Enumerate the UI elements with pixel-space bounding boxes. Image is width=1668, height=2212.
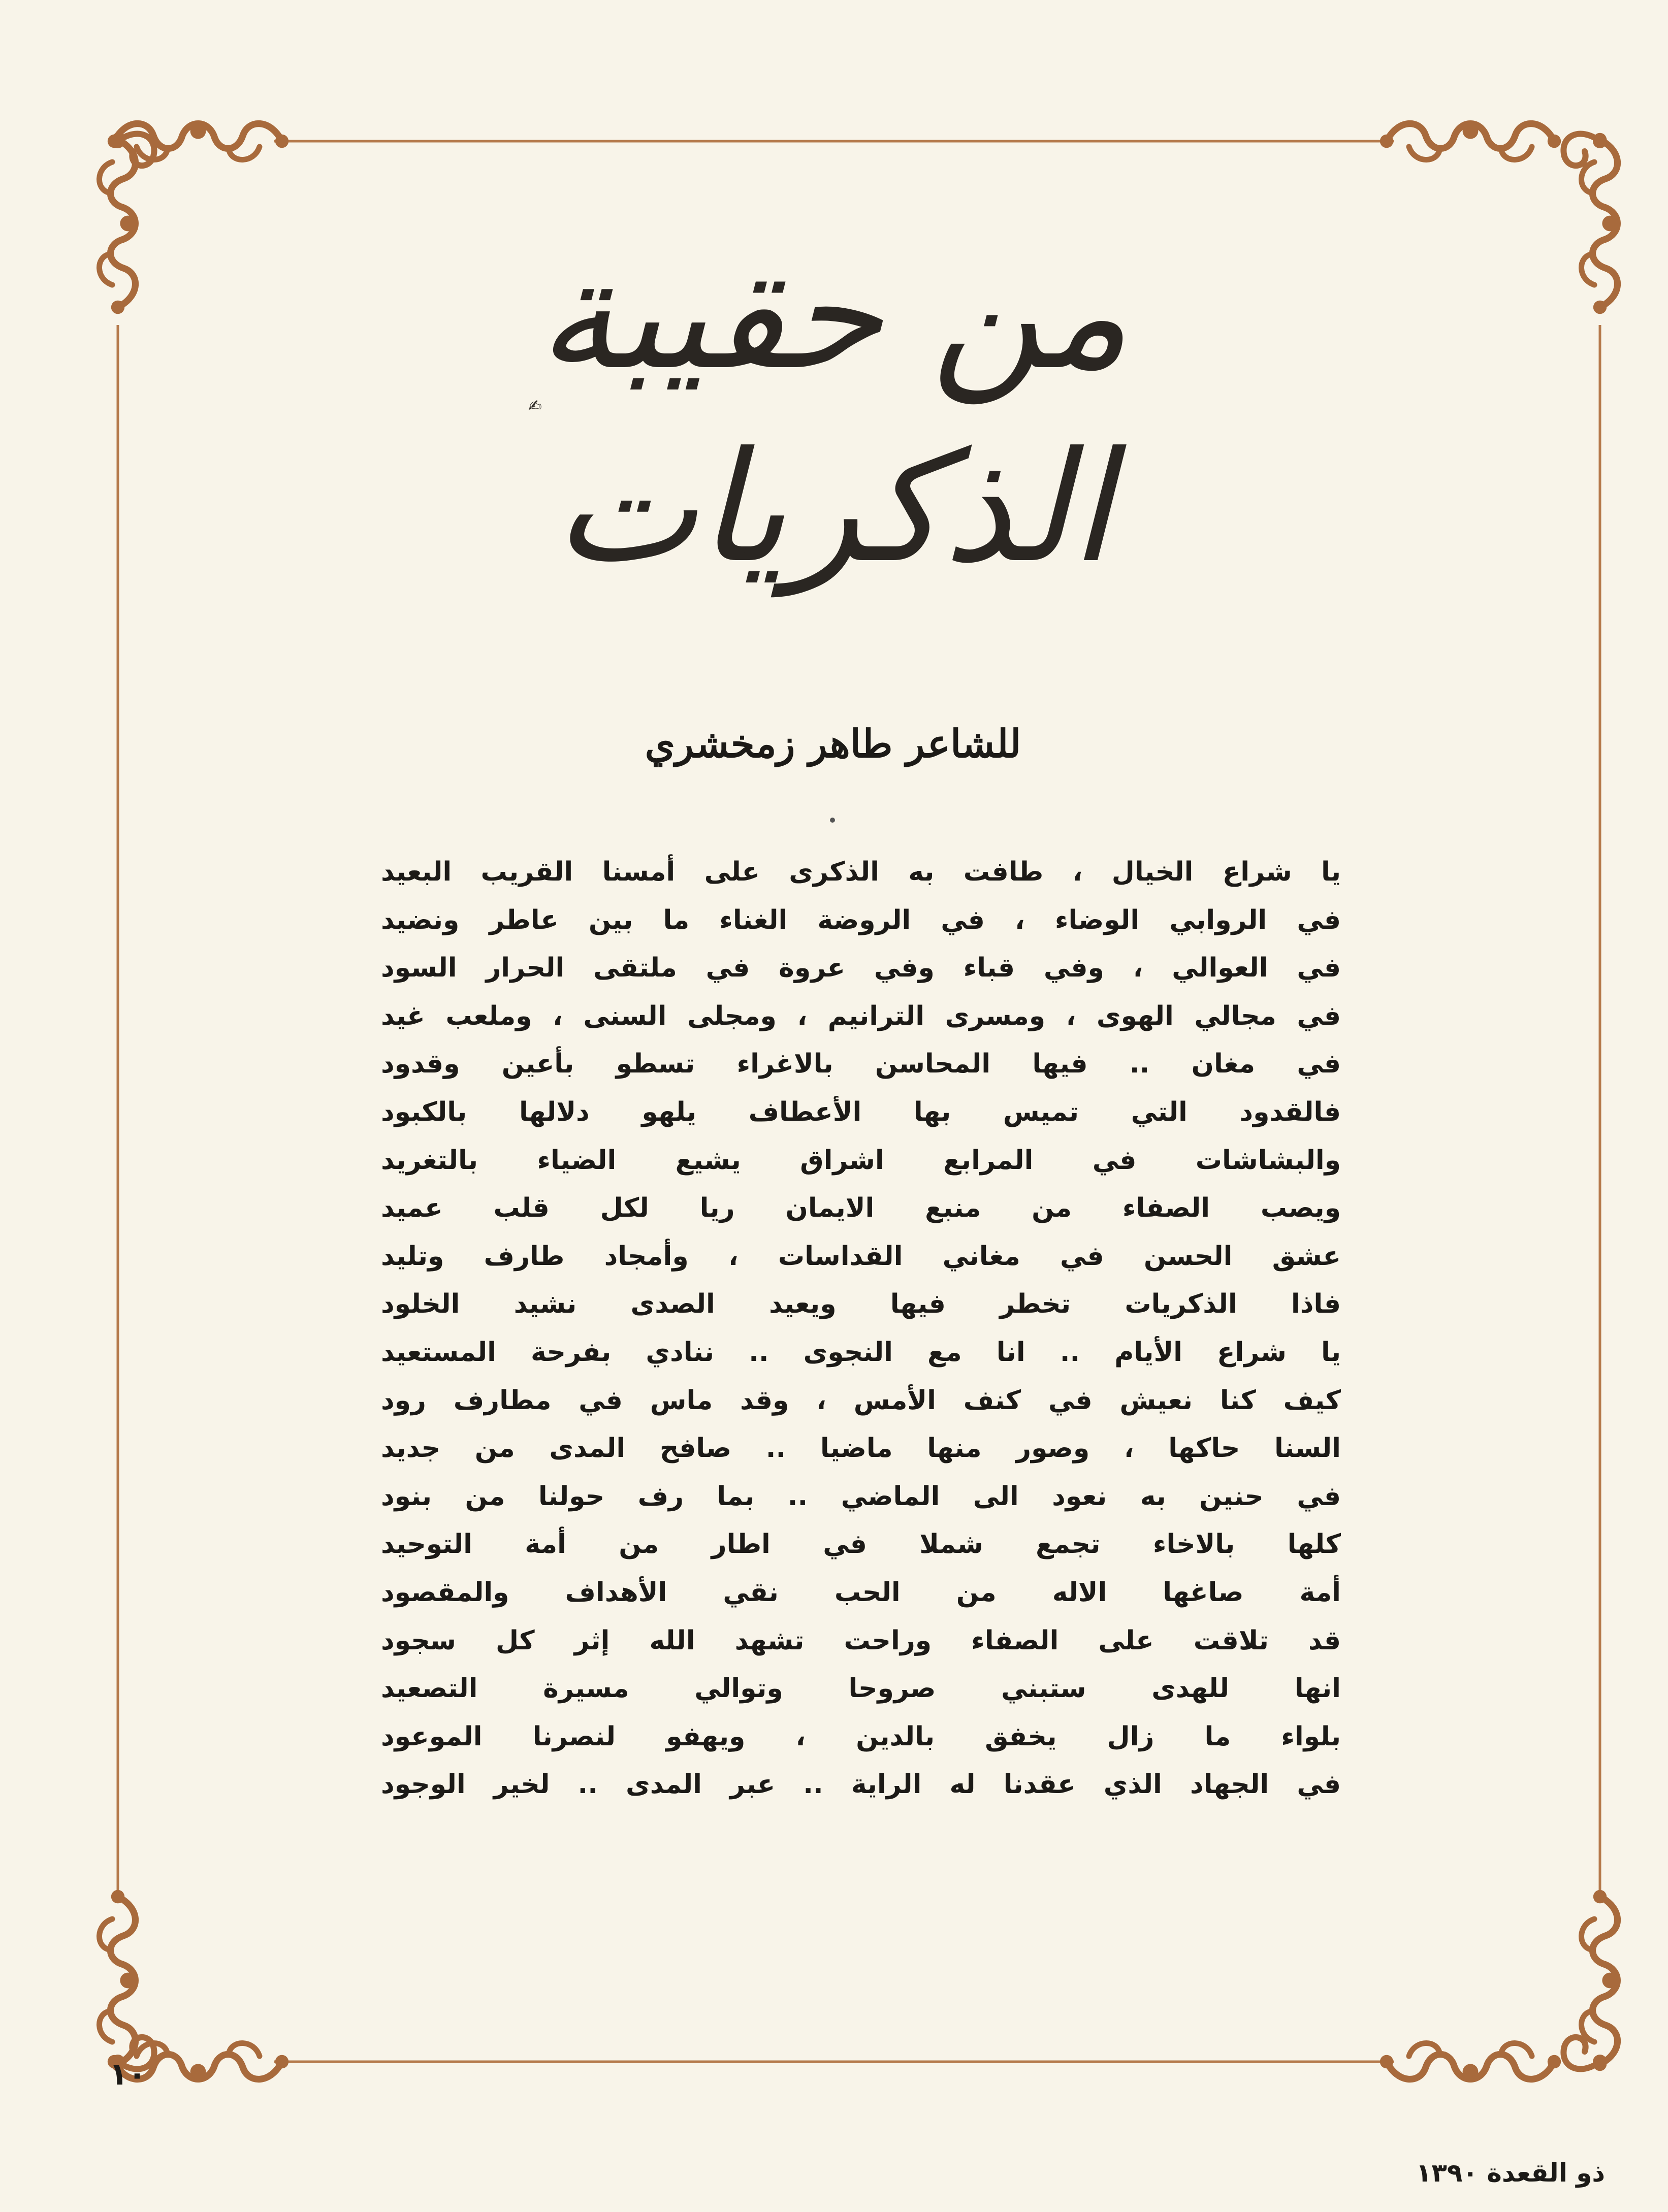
poem-line: فالقدود التي تميس بها الأعطاف يلهو دلالها بالكبود [381, 1096, 1341, 1127]
corner-scroll-icon [1380, 1890, 1618, 2079]
separator-dot [830, 818, 835, 823]
poem-line: والبشاشات في المرابع اشراق يشيع الضياء بالتغريد [381, 1145, 1341, 1176]
page-number: ١٠ [109, 2057, 147, 2092]
poem-line: في الروابي الوضاء ، في الروضة الغناء ما بين عاطر ونضيد [381, 904, 1341, 935]
poem-line: كيف كنا نعيش في كنف الأمس ، وقد ماس في مطارف رود [381, 1385, 1341, 1416]
page-title: من حقيبة الذكريات [537, 226, 1129, 596]
corner-scroll-icon [1380, 123, 1618, 314]
calligrapher-mark: ✍ [528, 396, 542, 415]
poem-line: في حنين به نعود الى الماضي .. بما رف حولنا من بنود [381, 1481, 1341, 1512]
poem-line: في العوالي ، وفي قباء وفي عروة في ملتقى الحرار السود [381, 953, 1341, 984]
poet-byline: للشاعر طاهر زمخشري [645, 721, 1021, 766]
poem-line: في مغان .. فيها المحاسن بالاغراء تسطو بأعين وقدود [381, 1049, 1341, 1080]
poem-line: ويصب الصفاء من منبع الايمان ريا لكل قلب عميد [381, 1193, 1341, 1224]
poem-line: فاذا الذكريات تخطر فيها ويعيد الصدى نشيد الخلود [381, 1289, 1341, 1320]
poem-line: في الجهاد الذي عقدنا له الراية .. عبر المدى .. لخير الوجود [381, 1769, 1341, 1800]
poem-line: في مجالي الهوى ، ومسرى الترانيم ، ومجلى السنى ، وملعب غيد [381, 1000, 1341, 1031]
poem-line: انها للهدى ستبني صروحا وتوالي مسيرة التصعيد [381, 1673, 1341, 1704]
corner-scroll-icon [100, 1890, 289, 2079]
poem-line: عشق الحسن في مغاني القداسات ، وأمجاد طارف وتليد [381, 1241, 1341, 1272]
issue-date: ذو القعدة ١٣٩٠ [1416, 2158, 1605, 2188]
poem-line: كلها بالاخاء تجمع شملا في اطار من أمة التوحيد [381, 1529, 1341, 1560]
poem-line: قد تلاقت على الصفاء وراحت تشهد الله إثر كل سجود [381, 1625, 1341, 1656]
poem-line: يا شراع الخيال ، طافت به الذكرى على أمسنا القريب البعيد [381, 857, 1341, 887]
poem-line: يا شراع الأيام .. انا مع النجوى .. ننادي بفرحة المستعيد [381, 1337, 1341, 1368]
corner-scroll-icon [100, 123, 289, 314]
poem-body [381, 848, 1341, 1864]
poem-line: بلواء ما زال يخفق بالدين ، ويهفو لنصرنا الموعود [381, 1721, 1341, 1752]
poem-line: السنا حاكها ، وصور منها ماضيا .. صافح المدى من جديد [381, 1433, 1341, 1464]
poem-line: أمة صاغها الاله من الحب نقي الأهداف والمقصود [381, 1577, 1341, 1608]
